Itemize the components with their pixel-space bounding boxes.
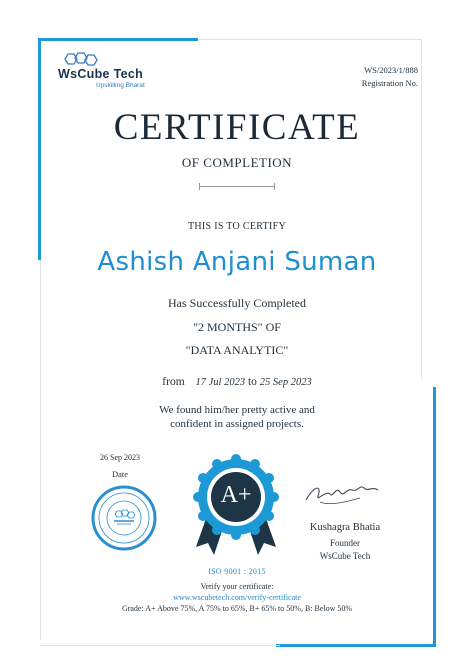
remark <box>0 403 474 431</box>
signatory-role: Founder <box>330 538 360 548</box>
signatory-company: WsCube Tech <box>319 551 371 561</box>
iso-label: ISO 9001 : 2015 <box>208 567 266 576</box>
registration-label: Registration No. <box>361 78 418 88</box>
frame-border-bottom <box>40 645 280 646</box>
start-date: 17 Jul 2023 <box>195 377 246 388</box>
brand-name: WsCube Tech <box>58 67 144 81</box>
remark-line-2: confident in assigned projects. <box>170 418 304 430</box>
recipient-name: Ashish Anjani Suman <box>97 247 377 277</box>
grade-badge <box>186 451 286 563</box>
signature-icon <box>300 472 384 512</box>
frame-accent-top <box>38 38 198 41</box>
duration-text: "2 MONTHS" OF <box>193 320 281 334</box>
grade-legend: Grade: A+ Above 75%, A 75% to 65%, B+ 65% to 50%, B: Below 50% <box>121 604 353 613</box>
hexagon-logo-icon <box>62 52 102 68</box>
remark-line-1: We found him/her pretty active and <box>159 404 315 416</box>
frame-border-top <box>198 39 422 40</box>
issue-date-label: Date <box>111 469 129 479</box>
certify-text: THIS IS TO CERTIFY <box>187 221 287 232</box>
signatory-name: Kushagra Bhatia <box>309 522 381 533</box>
certificate-subtitle: OF COMPLETION <box>181 155 293 170</box>
to-label: to <box>247 376 257 388</box>
completed-text: Has Successfully Completed <box>168 296 306 310</box>
certificate-title: CERTIFICATE <box>113 107 361 148</box>
course-text: "DATA ANALYTIC" <box>185 343 289 357</box>
end-date: 25 Sep 2023 <box>259 377 312 388</box>
verify-link[interactable]: www.wscubetech.com/verify-certificate <box>173 593 301 602</box>
seal-stamp-icon <box>90 484 158 552</box>
frame-accent-bottom <box>276 644 436 647</box>
grade-text: A+ <box>220 482 252 508</box>
date-range <box>0 376 474 388</box>
brand-logo <box>58 52 168 92</box>
brand-tagline: Upskilling Bharat <box>96 82 145 89</box>
verify-label: Verify your certificate: <box>200 582 274 591</box>
registration-number: WS/2023/1/888 <box>364 65 418 75</box>
issue-date: 26 Sep 2023 <box>100 453 140 462</box>
from-label: from <box>162 376 185 388</box>
registration-block <box>362 64 418 90</box>
title-divider <box>199 186 275 187</box>
